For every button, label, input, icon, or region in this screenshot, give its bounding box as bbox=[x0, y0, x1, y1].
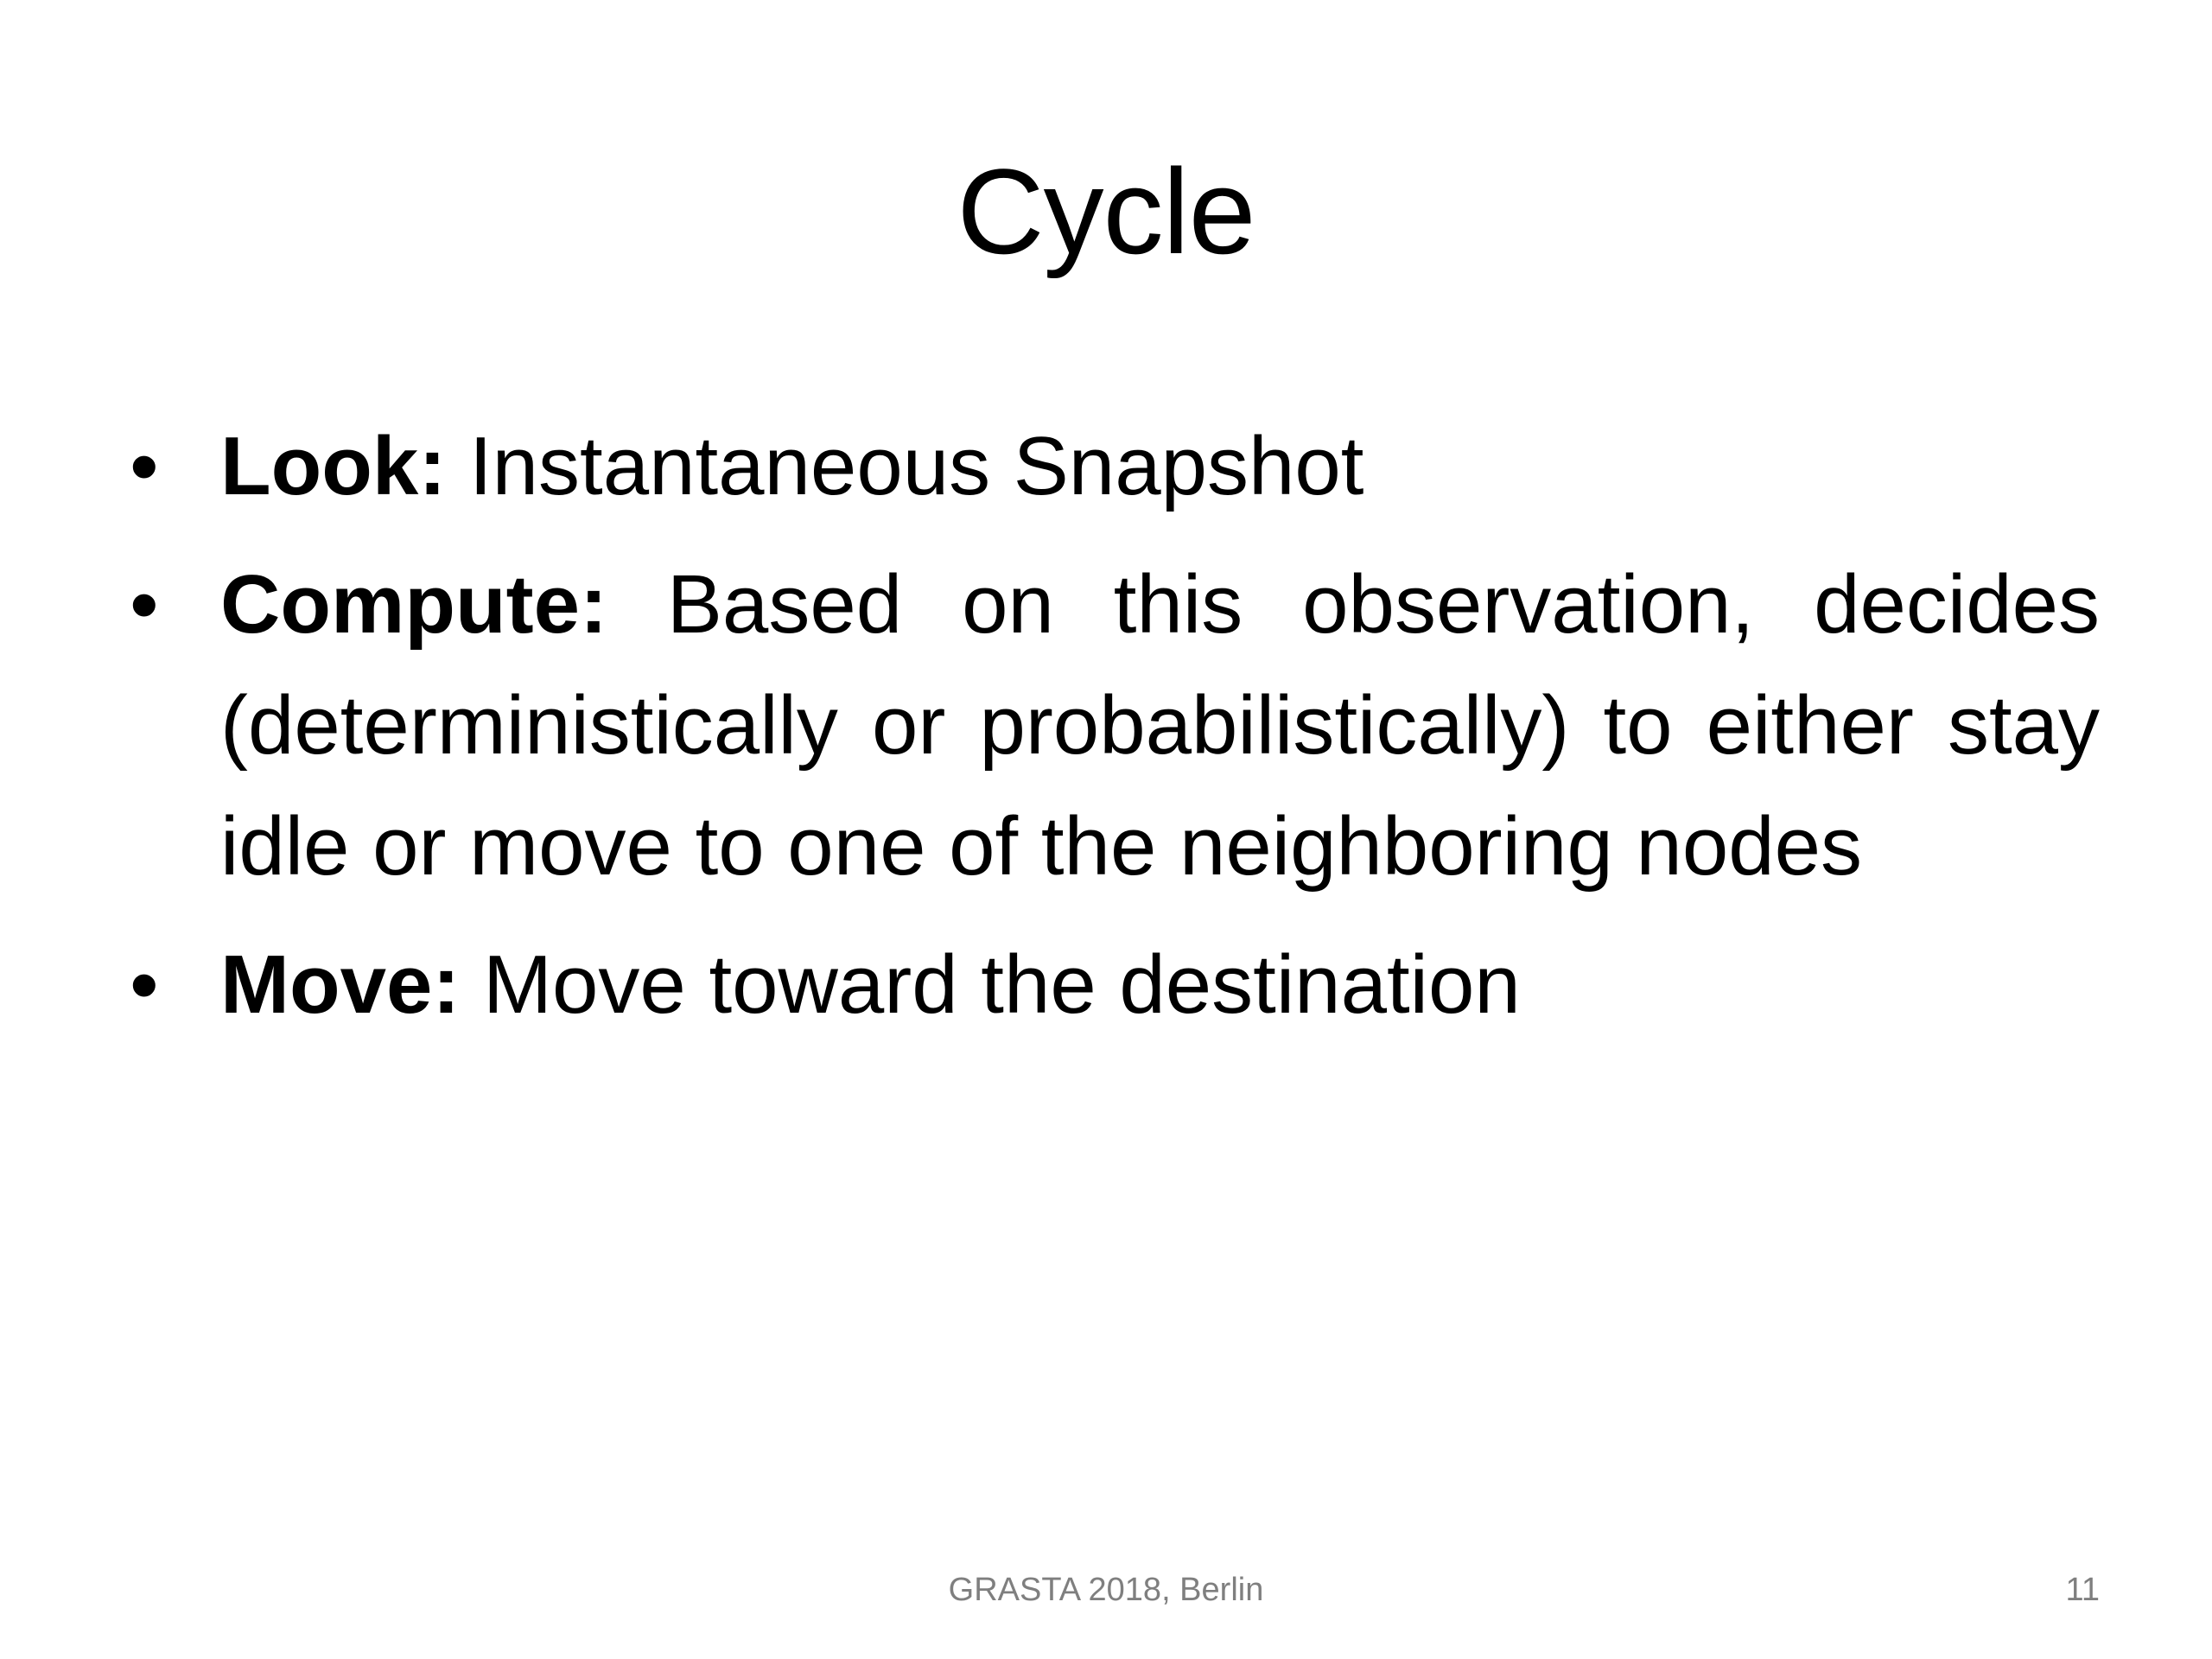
bullet-description: Based on this observation, decides (deterministically or probabilistically) to either stay idle or move to one of the neighboring nodes bbox=[220, 558, 2100, 893]
bullet-marker: • bbox=[130, 420, 159, 512]
bullet-term: Compute: bbox=[220, 558, 607, 651]
bullet-list bbox=[130, 406, 2100, 1063]
bullet-description: Move toward the destination bbox=[460, 938, 1521, 1031]
bullet-description: Instantaneous Snapshot bbox=[446, 420, 1364, 512]
bullet-item-look bbox=[130, 406, 2100, 527]
bullet-text bbox=[220, 406, 2100, 527]
slide-footer: GRASTA 2018, Berlin bbox=[948, 1572, 1264, 1608]
bullet-item-compute bbox=[130, 544, 2100, 907]
bullet-term: Look: bbox=[220, 420, 447, 512]
bullet-marker: • bbox=[130, 938, 159, 1031]
bullet-item-move bbox=[130, 925, 2100, 1046]
slide-number: 11 bbox=[2065, 1572, 2100, 1608]
slide-title: Cycle bbox=[957, 143, 1255, 279]
bullet-text bbox=[220, 544, 2100, 907]
bullet-term: Move: bbox=[220, 938, 461, 1031]
bullet-marker: • bbox=[130, 558, 159, 651]
bullet-text bbox=[220, 925, 2100, 1046]
